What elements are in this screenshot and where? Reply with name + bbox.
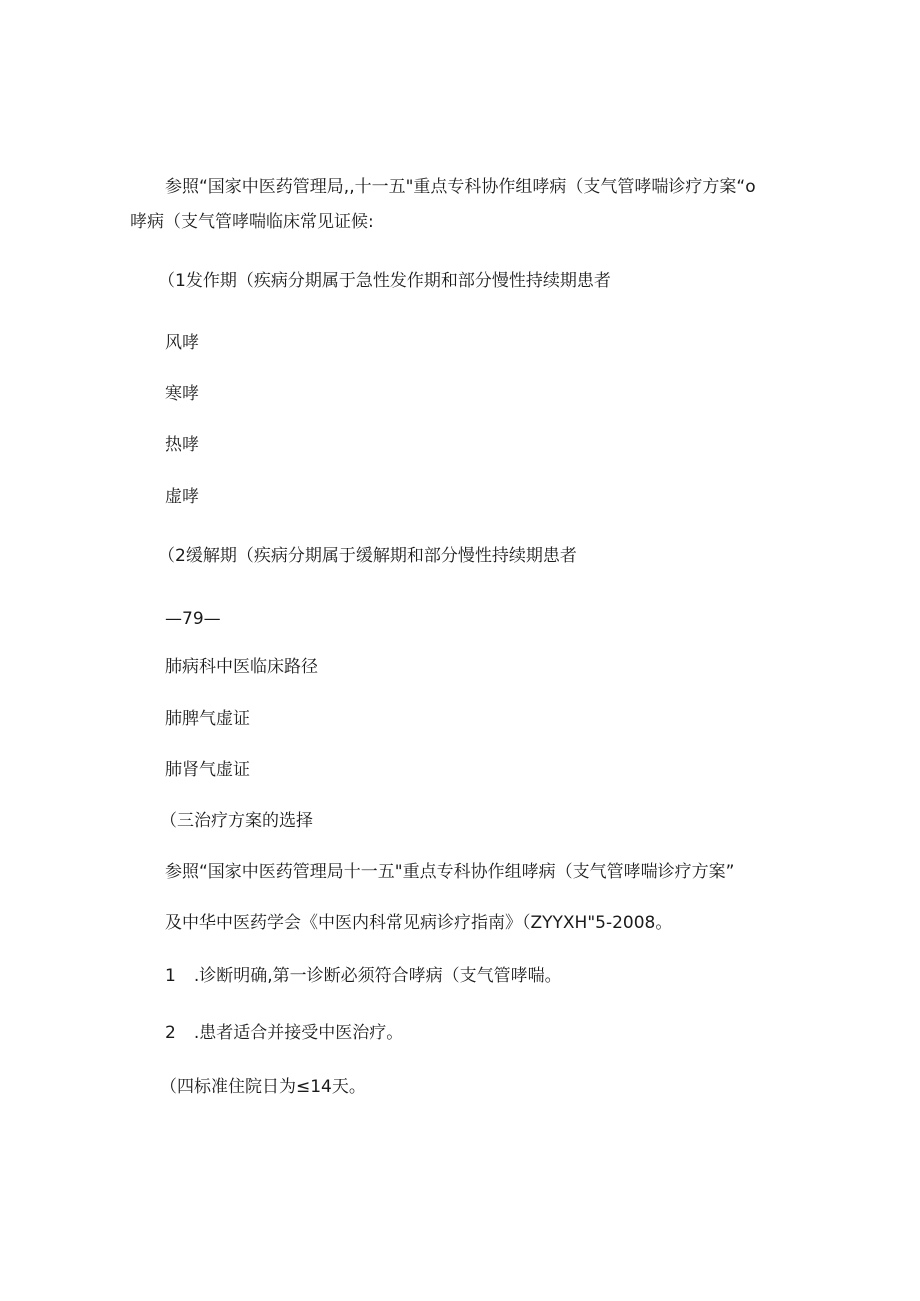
criterion-1-text: .诊断明确,第一诊断必须符合哮病（支气管哮喘。 <box>193 966 562 986</box>
criterion-1-number: 1 <box>165 966 176 986</box>
treatment-reference-line-2: 及中华中医药学会《中医内科常见病诊疗指南》（ZYYXH"5-2008。 <box>165 913 673 933</box>
criterion-2-number: 2 <box>165 1023 176 1043</box>
syndrome-deficiency: 虚哮 <box>165 487 199 507</box>
section-remission-heading: （2缓解期（疾病分期属于缓解期和部分慢性持续期患者 <box>158 546 577 566</box>
syndrome-lung-kidney: 肺肾气虚证 <box>165 760 250 780</box>
section-attack-heading: （1发作期（疾病分期属于急性发作期和部分慢性持续期患者 <box>158 271 611 291</box>
syndrome-heat: 热哮 <box>165 435 199 455</box>
treatment-reference-line-1: 参照“国家中医药管理局十一五"重点专科协作组哮病（支气管哮喘诊疗方案” <box>165 862 735 882</box>
criterion-2-text: .患者适合并接受中医治疗。 <box>193 1023 404 1043</box>
page-number: —79— <box>165 609 221 629</box>
criterion-2 <box>165 1022 403 1044</box>
intro-line-2: 哮病（支气管哮喘临床常见证候: <box>130 212 374 232</box>
running-header: 肺病科中医临床路径 <box>165 657 318 677</box>
intro-line-1: 参照“国家中医药管理局,,十一五"重点专科协作组哮病（支气管哮喘诊疗方案“o <box>165 177 756 197</box>
section-stay-heading: （四标准住院日为≤14天。 <box>160 1077 366 1097</box>
syndrome-cold: 寒哮 <box>165 384 199 404</box>
syndrome-wind: 风哮 <box>165 333 199 353</box>
syndrome-lung-spleen: 肺脾气虚证 <box>165 709 250 729</box>
section-treatment-heading: （三治疗方案的选择 <box>160 811 313 831</box>
criterion-1 <box>165 965 562 987</box>
